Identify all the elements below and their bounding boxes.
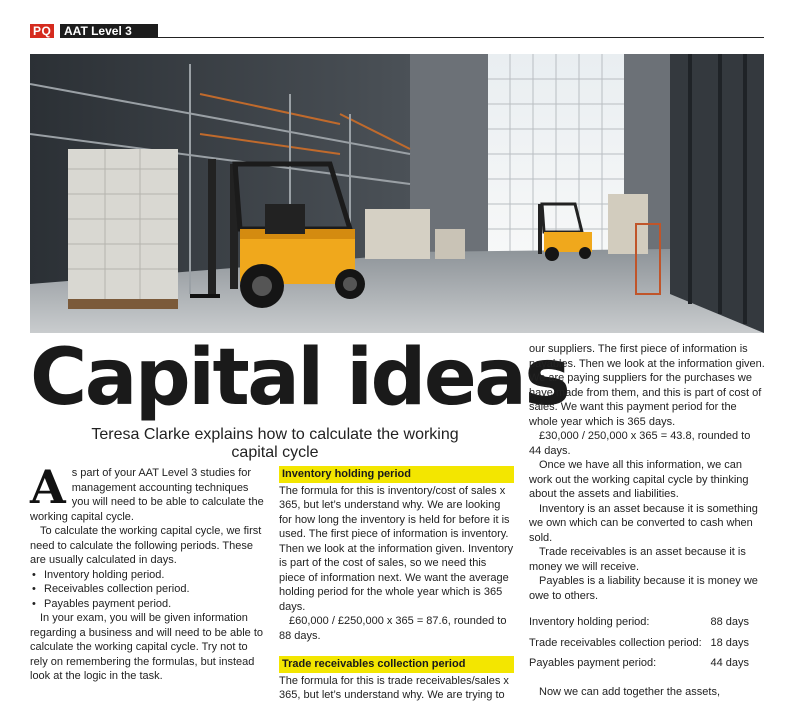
row-label: Trade receivables collection period: [529, 636, 702, 649]
intro-paragraph [30, 460, 266, 524]
summary-table [529, 615, 765, 671]
bullet-text: Inventory holding period. [44, 568, 165, 581]
paragraph: Inventory is an asset because it is something we own which can be converted to cash when sold. [529, 502, 758, 544]
paragraph: Payables is a liability because it is money we owe to others. [529, 575, 758, 602]
bullet-item: • Receivables collection period. [32, 583, 190, 595]
header-rule [158, 37, 764, 38]
subtitle-line: capital cycle [231, 444, 319, 461]
intro-text: s part of your AAT Level 3 studies for management accounting techniques you will need to be able to calculate the working capital cycle. [30, 467, 264, 523]
paragraph: Now we can add together the assets, [539, 685, 720, 698]
table-row [529, 615, 765, 630]
section-heading: Trade receivables collection period [279, 656, 514, 673]
table-row [529, 636, 765, 651]
row-label: Inventory holding period: [529, 616, 650, 628]
table-row [529, 656, 765, 671]
calculation: £30,000 / 250,000 x 365 = 43.8, rounded to 44 days. [529, 430, 751, 457]
drop-cap: A [30, 460, 66, 514]
row-value: 88 days [710, 616, 749, 628]
paragraph: Once we have all this information, we can work out the working capital cycle by thinking about the assets and liabilities. [529, 459, 749, 500]
section-heading: Inventory holding period [279, 466, 514, 483]
page-header [30, 24, 764, 38]
column-2 [279, 466, 514, 703]
section-label: AAT Level 3 [60, 24, 158, 38]
paragraph: The formula for this is trade receivables/sales x 365, but let’s understand why. We are trying to [279, 674, 509, 701]
warehouse-photo [30, 54, 764, 333]
paragraph: The formula for this is inventory/cost of sales x 365, but let’s understand why. We are looking for how long the inventory is held for before it is used. The first piece of information is inventory. Then we look at the information given. Inventory is part of the cost of sales, so we need this piece of information next. We want the average holding period for the whole year which is 365 days. [279, 484, 514, 613]
paragraph: To calculate the working capital cycle, we first need to calculate the following periods. These are usually calculated in days. [30, 525, 262, 566]
column-3 [529, 342, 765, 699]
brand-logo: PQ [30, 24, 54, 38]
bullet-text: Payables payment period. [44, 597, 172, 610]
bullet-item: • Payables payment period. [32, 597, 172, 610]
paragraph: our suppliers. The first piece of information is payables. Then we look at the information given. We are paying suppliers for the purchases we have made from them, and this is part of cost of sales. We want this payment period for the whole year which is 365 days. [529, 343, 765, 428]
paragraph: In your exam, you will be given information regarding a business and will need to be able to calculate the working capital cycle. Try not to rely on remembering the formulas, but instead look at the logic in the task. [30, 612, 263, 682]
column-1 [30, 460, 266, 684]
article-subtitle [38, 426, 512, 462]
bullet-text: Receivables collection period. [44, 583, 190, 595]
article-title: Capital ideas [30, 333, 569, 423]
subtitle-line: Teresa Clarke explains how to calculate the working [91, 426, 459, 443]
row-value: 44 days [710, 657, 749, 669]
row-value: 18 days [710, 636, 749, 649]
paragraph: Trade receivables is an asset because it is money we will receive. [529, 546, 746, 573]
row-label: Payables payment period: [529, 657, 657, 669]
bullet-item: • Inventory holding period. [32, 568, 165, 581]
calculation: £60,000 / £250,000 x 365 = 87.6, rounded to 88 days. [279, 615, 507, 642]
